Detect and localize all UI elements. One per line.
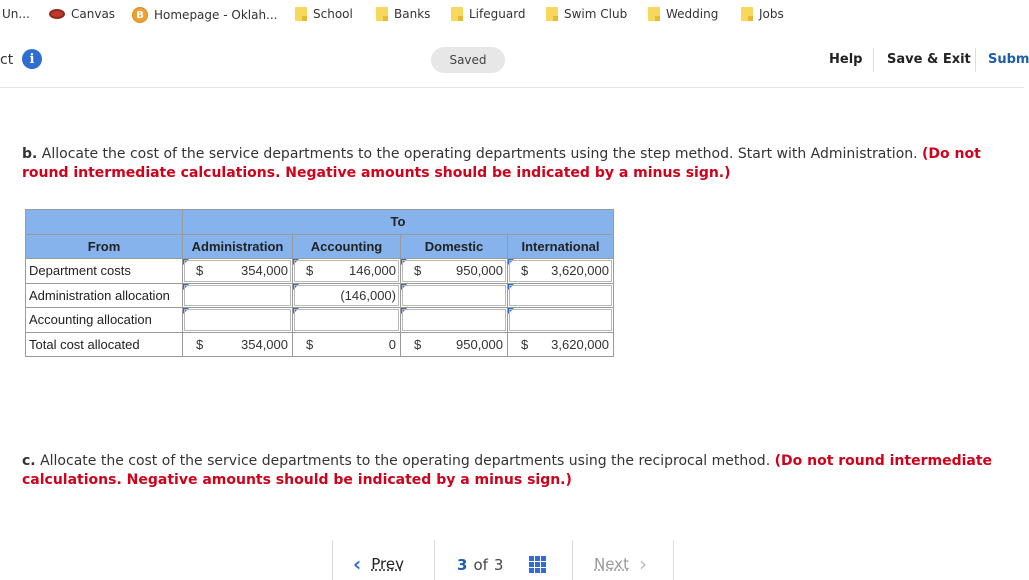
table-row bbox=[26, 332, 614, 357]
bookmark-swim-club[interactable] bbox=[546, 7, 627, 21]
row-label: Administration allocation bbox=[26, 283, 183, 308]
folder-icon bbox=[648, 7, 660, 21]
computed-cell bbox=[183, 332, 293, 357]
answer-cell[interactable] bbox=[183, 308, 293, 333]
column-header-domestic: Domestic bbox=[401, 234, 508, 259]
next-label: Next bbox=[594, 555, 629, 573]
canvas-icon bbox=[49, 9, 65, 19]
cell-value: 0 bbox=[388, 336, 396, 352]
bookmark-label: School bbox=[313, 7, 353, 21]
column-header-accounting: Accounting bbox=[293, 234, 401, 259]
answer-cell[interactable] bbox=[183, 259, 293, 284]
dollar-sign: $ bbox=[521, 263, 529, 278]
bookmark-banks[interactable] bbox=[376, 7, 430, 21]
bookmark-label: Un... bbox=[2, 7, 30, 21]
answer-cell[interactable] bbox=[293, 308, 401, 333]
dollar-sign: $ bbox=[414, 336, 422, 352]
dollar-sign: $ bbox=[306, 336, 314, 352]
question-label: b. bbox=[22, 146, 38, 162]
cell-value: 3,620,000 bbox=[551, 263, 609, 278]
cell-value: 950,000 bbox=[456, 336, 503, 352]
answer-cell[interactable] bbox=[401, 283, 508, 308]
to-header: To bbox=[183, 210, 614, 235]
question-note: (Do not round intermediate calculations. Negative amounts should be indicated by a minus sign.) bbox=[22, 453, 993, 488]
bookmark-un[interactable] bbox=[2, 7, 30, 21]
cell-value: (146,000) bbox=[340, 287, 396, 303]
column-header-from: From bbox=[26, 234, 183, 259]
table-header-row bbox=[26, 210, 614, 235]
current-page: 3 bbox=[457, 556, 468, 574]
next-button[interactable] bbox=[594, 552, 647, 576]
answer-cell[interactable] bbox=[293, 283, 401, 308]
chevron-left-icon: ‹ bbox=[353, 552, 362, 576]
bookmark-label: Banks bbox=[394, 7, 431, 21]
bookmark-school[interactable] bbox=[295, 7, 353, 21]
cell-value: 354,000 bbox=[241, 336, 288, 352]
header-blank bbox=[26, 210, 183, 235]
table-header-row bbox=[26, 234, 614, 259]
step-method-allocation-table bbox=[25, 209, 614, 357]
prev-button[interactable] bbox=[353, 552, 404, 576]
dollar-sign: $ bbox=[414, 263, 422, 278]
cell-value: 3,620,000 bbox=[551, 336, 609, 352]
row-label: Accounting allocation bbox=[26, 308, 183, 333]
bookmark-label: Jobs bbox=[759, 7, 784, 21]
assignment-header bbox=[0, 40, 1029, 88]
bookmark-label: Swim Club bbox=[564, 7, 628, 21]
question-c-prompt bbox=[22, 452, 1022, 490]
save-exit-button[interactable]: Save & Exit bbox=[887, 52, 971, 67]
dollar-sign: $ bbox=[306, 263, 314, 278]
bookmark-label: Canvas bbox=[71, 7, 116, 21]
computed-cell bbox=[508, 332, 614, 357]
question-navigation bbox=[332, 540, 674, 580]
table-row bbox=[26, 308, 614, 333]
cell-value: 950,000 bbox=[456, 263, 503, 278]
nav-divider bbox=[572, 540, 573, 580]
saved-status-badge: Saved bbox=[431, 47, 505, 73]
bookmark-label: Lifeguard bbox=[469, 7, 526, 21]
answer-cell[interactable] bbox=[508, 259, 614, 284]
bookmark-label: Homepage - Oklah... bbox=[154, 8, 278, 22]
info-icon[interactable]: i bbox=[22, 49, 42, 69]
answer-cell[interactable] bbox=[401, 259, 508, 284]
dollar-sign: $ bbox=[196, 336, 204, 352]
total-pages: 3 bbox=[493, 556, 504, 574]
bookmark-label: Wedding bbox=[666, 7, 719, 21]
computed-cell bbox=[293, 332, 401, 357]
chevron-right-icon: › bbox=[638, 552, 647, 576]
bookmark-homepage[interactable] bbox=[132, 7, 278, 23]
page-indicator bbox=[457, 556, 503, 574]
prev-label: Prev bbox=[371, 555, 404, 573]
of-label: of bbox=[473, 556, 488, 574]
question-b-prompt bbox=[22, 145, 1022, 183]
folder-icon bbox=[741, 7, 753, 21]
answer-cell[interactable] bbox=[508, 283, 614, 308]
answer-cell[interactable] bbox=[401, 308, 508, 333]
column-header-international: International bbox=[508, 234, 614, 259]
grid-view-icon[interactable] bbox=[529, 556, 546, 573]
folder-icon bbox=[295, 7, 307, 21]
bookmark-jobs[interactable] bbox=[741, 7, 784, 21]
help-button[interactable]: Help bbox=[829, 52, 863, 67]
dollar-sign: $ bbox=[196, 263, 204, 278]
folder-icon bbox=[376, 7, 388, 21]
row-label: Department costs bbox=[26, 259, 183, 284]
dollar-sign: $ bbox=[521, 336, 529, 352]
bookmarks-bar bbox=[0, 0, 1024, 30]
answer-cell[interactable] bbox=[508, 308, 614, 333]
question-note: (Do not round intermediate calculations. Negative amounts should be indicated by a minus sign.) bbox=[22, 146, 981, 181]
cell-value: 354,000 bbox=[241, 263, 288, 278]
bookmark-canvas[interactable] bbox=[49, 7, 115, 21]
question-text: Allocate the cost of the service departments to the operating departments using the step method. Start with Administration. bbox=[37, 146, 923, 162]
assignment-title-fragment: ct bbox=[0, 52, 14, 68]
table-row bbox=[26, 259, 614, 284]
header-divider bbox=[873, 48, 874, 72]
question-text: Allocate the cost of the service departments to the operating departments using the reciprocal method. bbox=[35, 453, 775, 469]
table-row bbox=[26, 283, 614, 308]
answer-cell[interactable] bbox=[183, 283, 293, 308]
folder-icon bbox=[451, 7, 463, 21]
submit-button[interactable]: Subm bbox=[988, 52, 1029, 67]
computed-cell bbox=[401, 332, 508, 357]
folder-icon bbox=[546, 7, 558, 21]
bookmark-wedding[interactable] bbox=[648, 7, 718, 21]
blackboard-icon: B bbox=[132, 7, 148, 23]
header-divider bbox=[975, 48, 976, 72]
question-label: c. bbox=[22, 453, 36, 469]
answer-cell[interactable] bbox=[293, 259, 401, 284]
bookmark-lifeguard[interactable] bbox=[451, 7, 526, 21]
cell-value: 146,000 bbox=[349, 263, 396, 278]
nav-divider bbox=[434, 540, 435, 580]
column-header-administration: Administration bbox=[183, 234, 293, 259]
row-label: Total cost allocated bbox=[26, 332, 183, 357]
